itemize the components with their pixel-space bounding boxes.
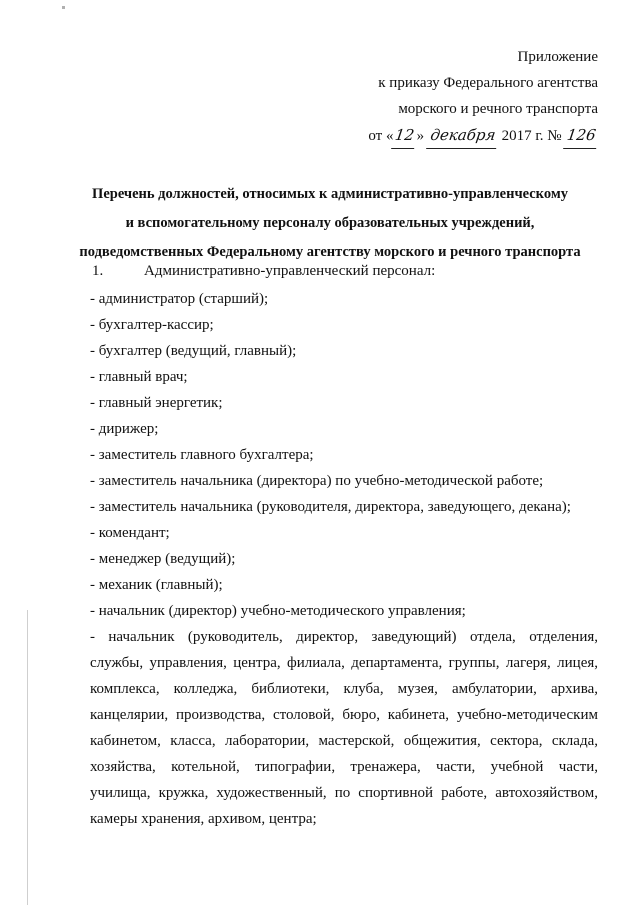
order-number-handwritten: 126 [563, 122, 599, 149]
section-label: Административно-управленческий персонал: [144, 263, 436, 279]
title-line-1: Перечень должностей, относимых к административно-управленческому [92, 186, 568, 202]
title-line-2: и вспомогательному персоналу образовательных учреждений, [125, 215, 535, 231]
appendix-date-line [368, 122, 598, 149]
list-item: - бухгалтер (ведущий, главный); [90, 343, 297, 359]
list-item: - заместитель главного бухгалтера; [90, 447, 314, 463]
date-month-handwritten: декабря [426, 122, 500, 149]
document-title [40, 180, 620, 267]
paragraph-line: кабинетом, класса, лаборатории, мастерской, общежития, сектора, склада, [90, 733, 598, 749]
appendix-title: Приложение [517, 49, 598, 65]
paragraph-line: хозяйства, котельной, типографии, тренажера, части, учебной части, [90, 759, 598, 775]
position-list [90, 286, 600, 624]
paragraph-line: канцелярии, производства, столовой, бюро, кабинета, учебно-методическим [90, 707, 598, 723]
section-number: 1. [92, 263, 104, 279]
section-heading [92, 258, 435, 284]
date-day-handwritten: 12 [392, 122, 419, 149]
list-item: - бухгалтер-кассир; [90, 317, 214, 333]
paragraph-line: училища, кружка, художественный, по спортивной работе, автохозяйством, [90, 785, 598, 801]
paragraph-line: - начальник (руководитель, директор, заведующий) отдела, отделения, [90, 629, 598, 645]
list-item: - начальник (директор) учебно-методического управления; [90, 603, 466, 619]
list-item: - заместитель начальника (директора) по учебно-методической работе; [90, 473, 544, 489]
list-item: - механик (главный); [90, 577, 223, 593]
paragraph-line: службы, управления, центра, филиала, департамента, группы, лагеря, лицея, [90, 655, 598, 671]
list-item: - главный энергетик; [90, 395, 223, 411]
list-item: - заместитель начальника (руководителя, директора, заведующего, декана); [90, 499, 571, 515]
date-mid: » [416, 128, 425, 144]
scan-mark [62, 6, 65, 9]
list-item: - главный врач; [90, 369, 188, 385]
scan-edge-line [27, 610, 28, 905]
paragraph-line: комплекса, колледжа, библиотеки, клуба, музея, амбулатории, архива, [90, 681, 598, 697]
title-line-3: подведомственных Федеральному агентству морского и речного транспорта [79, 244, 581, 260]
head-of-unit-paragraph [90, 624, 598, 832]
list-item: - комендант; [90, 525, 170, 541]
appendix-order-ref: к приказу Федерального агентства [378, 75, 598, 91]
list-item: - администратор (старший); [90, 291, 269, 307]
appendix-header [368, 44, 598, 149]
list-item: - дирижер; [90, 421, 159, 437]
paragraph-line: камеры хранения, архивом, центра; [90, 811, 317, 827]
appendix-agency: морского и речного транспорта [398, 101, 598, 117]
date-prefix: от « [368, 128, 394, 144]
date-year: 2017 г. № [501, 128, 562, 144]
list-item: - менеджер (ведущий); [90, 551, 236, 567]
